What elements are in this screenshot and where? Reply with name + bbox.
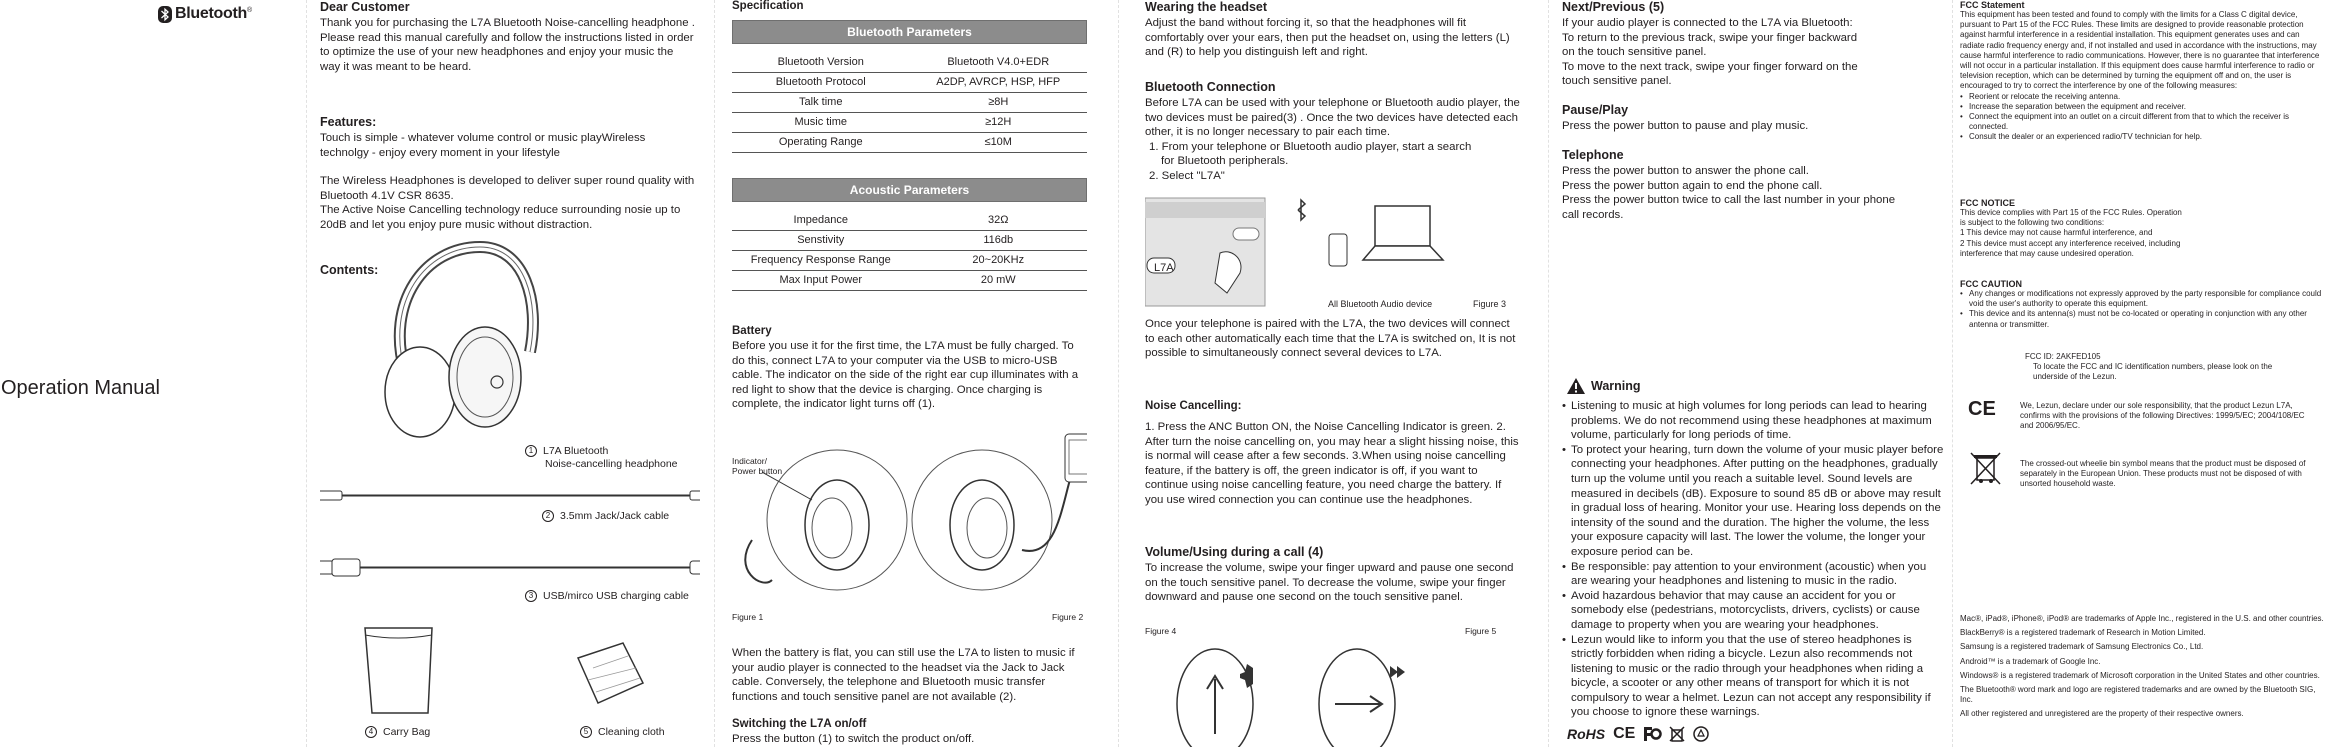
acoustic-parameters-title: Acoustic Parameters xyxy=(732,178,1087,202)
fcc-caution-list xyxy=(1960,289,2324,330)
contents-item xyxy=(542,510,669,523)
weee-bin-icon xyxy=(1669,726,1685,742)
rohs-mark: RoHS xyxy=(1567,726,1606,742)
spec-parameter: Max Input Power xyxy=(732,270,910,290)
trademark-line: The Bluetooth® word mark and logo are registered trademarks and are owned by the Bluetooth SIG, Inc. xyxy=(1960,685,2316,705)
warning-item: • Listening to music at high volumes for long periods can lead to hearing problems. We do not recommend using these headphones at maximum volume, particularly for long periods of time. xyxy=(1562,399,1944,443)
connection-step-1: 1. From your telephone or Bluetooth audio player, start a search xyxy=(1149,140,1472,153)
next-previous-heading: Next/Previous (5) xyxy=(1562,0,1665,14)
ce-declaration-text: We, Lezun, declare under our sole responsibility, that the product Lezun L7A, confirms with the provisions of the following Directives: 1999/5/EC; 2004/108/EC and 2006/95/EC. xyxy=(2020,401,2305,431)
trademark-line: All other registered and unregistered are the property of their respective owners. xyxy=(1960,709,2244,719)
spec-row xyxy=(732,230,1087,250)
device-caption: All Bluetooth Audio device xyxy=(1328,299,1433,309)
fcc-id: FCC ID: 2AKFED105 xyxy=(2025,352,2101,361)
trademark-line: Mac®, iPad®, iPhone®, iPod® are trademarks of Apple Inc., registered in the U.S. and other countries. xyxy=(1960,614,2324,623)
spec-row xyxy=(732,52,1087,72)
pause-play-text: Press the power button to pause and play music. xyxy=(1562,120,1809,132)
item-label: L7A Bluetooth xyxy=(543,445,609,457)
spec-value: 116db xyxy=(910,230,1088,250)
intro-panel xyxy=(320,0,700,747)
usb-cable-illustration xyxy=(320,556,700,580)
item-label: 3.5mm Jack/Jack cable xyxy=(560,510,670,522)
indicator-label-line2: Power button xyxy=(732,466,783,476)
usage-panel xyxy=(1145,0,1525,747)
touch-panel-illustration xyxy=(1175,634,1505,747)
fcc-notice-line: 1 This device may not cause harmful interference, and xyxy=(1960,228,2153,238)
warning-heading: Warning xyxy=(1591,379,1641,393)
features-text-2: The Wireless Headphones is developed to deliver super round quality with Bluetooth 4.1V CSR 8635. xyxy=(320,175,695,202)
spec-row xyxy=(732,270,1087,290)
volume-heading: Volume/Using during a call (4) xyxy=(1145,545,1324,559)
fcc-caution-heading: FCC CAUTION xyxy=(1960,279,2022,289)
telephone-line-3: Press the power button twice to call the last number in your phone xyxy=(1562,194,1896,207)
flat-battery-text: When the battery is flat, you can still use the L7A to listen to music if your audio player is connected to the headset via the Jack to Jack cable. Conversely, the telephone and Bluetooth music transfer functions and touch sensitive panel are not available (2). xyxy=(732,647,1075,703)
bluetooth-connection-text: Before L7A can be used with your telephone or Bluetooth audio player, the two devices must be paired(3) . Once the two devices have detected each other, it is no longer necessary to pair each time. xyxy=(1145,97,1520,139)
screen-device-label: L7A xyxy=(1154,262,1174,274)
recycle-icon xyxy=(1693,726,1709,742)
item-number: 5 xyxy=(580,726,592,738)
spec-parameter: Talk time xyxy=(732,92,910,112)
wearing-heading: Wearing the headset xyxy=(1145,0,1268,14)
volume-text: To increase the volume, swipe your finger upward and pause one second on the touch sensitive panel. To decrease the volume, swipe your finger downward and pause one second on the touch sensitive panel. xyxy=(1145,562,1514,604)
contents-heading: Contents: xyxy=(320,263,379,277)
contents-item xyxy=(525,590,689,603)
trademarks xyxy=(1960,614,2324,720)
next-previous-line-3: on the touch sensitive panel. xyxy=(1562,46,1707,59)
spec-row xyxy=(732,210,1087,230)
spec-value: 20 mW xyxy=(910,270,1088,290)
warning-item: • Lezun would like to inform you that the use of stereo headphones is strictly forbidden when riding a bicycle. Lezun also recommends not listening to music or the radio through your headphones when riding a bicycle, a scooter or any other means of transport for which it is not compulsory to wear a helmet. Lezun can not accept any responsibility if you choose to ignore these warnings. xyxy=(1562,633,1944,721)
spec-value: ≤10M xyxy=(910,132,1088,152)
manual-title: Operation Manual xyxy=(1,377,160,399)
cover-panel xyxy=(0,0,305,747)
telephone-line-4: call records. xyxy=(1562,208,1624,221)
next-previous-line-5: touch sensitive panel. xyxy=(1562,75,1672,88)
battery-text: Before you use it for the first time, the L7A must be fully charged. To do this, connect L7A to your computer via the USB to micro-USB cable. The indicator on the side of the right ear cup illuminates with a red light to show that the device is charging. Once charging is complete, the indicator light turns off (1). xyxy=(732,340,1079,411)
telephone-heading: Telephone xyxy=(1562,148,1624,162)
fcc-id-note: underside of the Lezun. xyxy=(2033,372,2117,382)
spec-row xyxy=(732,250,1087,270)
spec-value: 20~20KHz xyxy=(910,250,1088,270)
fcc-measure: • Connect the equipment into an outlet on a circuit different from that to which the receiver is connected. xyxy=(1960,112,2324,132)
trademark-line: BlackBerry® is a registered trademark of Research in Motion Limited. xyxy=(1960,628,2206,638)
connection-step-2: 2. Select "L7A" xyxy=(1149,169,1225,182)
warning-title xyxy=(1567,378,1641,394)
telephone-line-2: Press the power button again to end the phone call. xyxy=(1562,179,1823,192)
compliance-marks xyxy=(1567,725,1709,743)
switching-text: Press the button (1) to switch the product on/off. xyxy=(732,733,975,745)
connection-step-1b: for Bluetooth peripherals. xyxy=(1161,155,1289,168)
controls-panel xyxy=(1562,0,1947,747)
wearing-text: Adjust the band without forcing it, so that the headphones will fit comfortably over your ears, then put the headset on, using the letters (L) and (R) to help you distinguish left and right. xyxy=(1145,17,1510,59)
weee-text: The crossed-out wheelie bin symbol means that the product must be disposed of separately in the European Union. These products must not be disposed of with unsorted household waste. xyxy=(2020,459,2306,489)
fcc-measure: • Reorient or relocate the receiving antenna. xyxy=(1960,92,2324,102)
figure-1-caption: Figure 1 xyxy=(732,612,764,622)
fcc-notice-line: is subject to the following two conditions: xyxy=(1960,218,2105,228)
fcc-measures-list xyxy=(1960,92,2324,143)
acoustic-parameters-table xyxy=(732,178,1087,291)
bluetooth-parameters-title: Bluetooth Parameters xyxy=(732,20,1087,44)
cleaning-cloth-illustration xyxy=(568,638,648,708)
warning-item: • Be responsible: pay attention to your environment (acoustic) when you are wearing your headphones and listening to music in the radio. xyxy=(1562,560,1944,589)
fcc-caution-item: • Any changes or modifications not expressly approved by the party responsible for compliance could void the user's authority to operate this equipment. xyxy=(1960,289,2324,309)
fold-line xyxy=(1548,0,1549,747)
features-heading: Features: xyxy=(320,115,377,129)
spec-row xyxy=(732,72,1087,92)
telephone-line-1: Press the power button to answer the phone call. xyxy=(1562,165,1809,177)
fcc-statement-heading: FCC Statement xyxy=(1960,0,2025,10)
legal-panel xyxy=(1960,0,2326,747)
trademark-line: Windows® is a registered trademark of Microsoft corporation in the United States and other countries. xyxy=(1960,670,2320,680)
contents-item xyxy=(365,726,430,739)
spec-parameter: Music time xyxy=(732,112,910,132)
ce-logo: CE xyxy=(1968,398,1996,420)
bluetooth-parameters-table xyxy=(732,20,1087,153)
next-previous-line-2: To return to the previous track, swipe your finger backward xyxy=(1562,31,1858,44)
spec-panel xyxy=(732,0,1087,747)
battery-heading: Battery xyxy=(732,325,772,337)
spec-value: 32Ω xyxy=(910,210,1088,230)
ce-mark: CE xyxy=(1613,725,1636,742)
fcc-measure: • Consult the dealer or an experienced radio/TV technician for help. xyxy=(1960,132,2324,142)
fcc-logo-icon xyxy=(1643,726,1661,742)
item-label-line2: Noise-cancelling headphone xyxy=(545,458,678,470)
warning-item: • To protect your hearing, turn down the volume of your music player before connecting your headphones. After putting on the headphones, gradually turn up the volume until you reach a suitable level. Sound levels are measured in decibels (dB). Exposure to sound 85 dB or above may result in gradual loss of hearing. Monitor your use. Hearing loss depends on the intensity of the sound and the duration. The higher the volume, the less your exposure capacity will last. The lower the volume, the longer your exposure period can be. xyxy=(1562,443,1944,560)
noise-cancelling-heading: Noise Cancelling: xyxy=(1145,400,1242,412)
brand-wordmark: Bluetooth xyxy=(175,5,247,22)
next-previous-line-1: If your audio player is connected to the L7A via Bluetooth: xyxy=(1562,17,1853,29)
jack-cable-illustration xyxy=(320,486,700,506)
figure-2-caption: Figure 2 xyxy=(1052,612,1084,622)
figure-3-caption: Figure 3 xyxy=(1473,299,1507,309)
fcc-notice-line: interference that may cause undesired operation. xyxy=(1960,248,2134,258)
bluetooth-connection-heading: Bluetooth Connection xyxy=(1145,80,1276,94)
figure-5-caption: Figure 5 xyxy=(1465,626,1497,636)
item-label: Cleaning cloth xyxy=(598,726,665,738)
fcc-notice-line: This device complies with Part 15 of the FCC Rules. Operation xyxy=(1960,208,2182,217)
fcc-notice-heading: FCC NOTICE xyxy=(1960,198,2015,208)
spec-parameter: Senstivity xyxy=(732,230,910,250)
connection-after-text: Once your telephone is paired with the L7A, the two devices will connect to each other automatically each time that the L7A is switched on, It is not possible to simultaneously connect several devices to L7A. xyxy=(1145,318,1516,360)
spec-row xyxy=(732,92,1087,112)
contents-item xyxy=(525,445,678,471)
crossed-bin-icon xyxy=(1970,450,2002,486)
spec-parameter: Frequency Response Range xyxy=(732,250,910,270)
indicator-label-line1: Indicator/ xyxy=(732,456,767,466)
warning-triangle-icon xyxy=(1567,378,1585,394)
fold-line xyxy=(1952,0,1953,747)
warning-item: • Avoid hazardous behavior that may cause an accident for you or somebody else (pedestrians, motorcyclists, drivers, cyclists) or cause damage to property when you are wearing your headphones. xyxy=(1562,589,1944,633)
spec-parameter: Bluetooth Version xyxy=(732,52,910,72)
item-label: Carry Bag xyxy=(383,726,431,738)
figure-4-caption: Figure 4 xyxy=(1145,626,1177,636)
spec-value: ≥8H xyxy=(910,92,1088,112)
spec-parameter: Impedance xyxy=(732,210,910,230)
spec-parameter: Operating Range xyxy=(732,132,910,152)
trademark-line: Android™ is a trademark of Google Inc. xyxy=(1960,656,2101,666)
fold-line xyxy=(714,0,715,747)
spec-value: A2DP, AVRCP, HSP, HFP xyxy=(910,72,1088,92)
spec-parameter: Bluetooth Protocol xyxy=(732,72,910,92)
trademark-line: Samsung is a registered trademark of Samsung Electronics Co., Ltd. xyxy=(1960,642,2204,652)
specification-heading: Specification xyxy=(732,0,804,12)
intro-text: Thank you for purchasing the L7A Bluetooth Noise-cancelling headphone . Please read this manual carefully and follow the instructions listed in order to optimize the use of your new headphones and enjoy your music the way it was meant to be heard. xyxy=(320,17,695,73)
item-label: USB/mirco USB charging cable xyxy=(543,590,689,602)
spec-row xyxy=(732,132,1087,152)
charging-illustration xyxy=(732,440,1087,600)
item-number: 3 xyxy=(525,590,537,602)
fcc-notice-line: 2 This device must accept any interference received, including xyxy=(1960,238,2181,248)
next-previous-line-4: To move to the next track, swipe your finger forward on the xyxy=(1562,60,1858,73)
item-number: 2 xyxy=(542,510,554,522)
carry-bag-illustration xyxy=(360,623,440,718)
headphone-illustration xyxy=(365,242,535,442)
bluetooth-icon xyxy=(158,6,172,23)
fcc-id-note: To locate the FCC and IC identification numbers, please look on the xyxy=(2033,362,2273,372)
dear-customer-heading: Dear Customer xyxy=(320,0,410,14)
features-text-3: The Active Noise Cancelling technology reduce surrounding nosie up to 20dB and let you enjoy pure music without distraction. xyxy=(320,204,681,231)
fcc-statement-text: This equipment has been tested and found to comply with the limits for a Class C digital device, pursuant to Part 15 of the FCC Rules. These limits are designed to provide reasonable protection against harmful interference in a residential installation. This equipment generates uses and can radiate radio frequency energy and, if not installed and used in accordance with the instructions, may cause harmful interference to radio communications. However, there is no guarantee that interference will not occur in a particular installation. If this equipment does cause harmful interference to radio or television reception, which can be determined by turning the equipment off and on, the user is encouraged to try to correct the interference by one of the following measures: xyxy=(1960,10,2320,91)
features-text-1: Touch is simple - whatever volume control or music playWireless technolgy - enjoy every moment in your lifestyle xyxy=(320,132,646,159)
spec-value: Bluetooth V4.0+EDR xyxy=(910,52,1088,72)
item-number: 4 xyxy=(365,726,377,738)
warning-list xyxy=(1562,399,1944,720)
spec-value: ≥12H xyxy=(910,112,1088,132)
fcc-measure: • Increase the separation between the equipment and receiver. xyxy=(1960,102,2324,112)
spec-row xyxy=(732,112,1087,132)
switching-heading: Switching the L7A on/off xyxy=(732,718,867,730)
pairing-illustration xyxy=(1145,198,1520,310)
bluetooth-logo: Bluetooth ® xyxy=(158,5,252,23)
pause-play-heading: Pause/Play xyxy=(1562,103,1629,117)
item-number: 1 xyxy=(525,445,537,457)
fcc-caution-item: • This device and its antenna(s) must not be co-located or operating in conjunction with any other antenna or transmitter. xyxy=(1960,309,2324,329)
contents-item xyxy=(580,726,665,739)
noise-cancelling-text: 1. Press the ANC Button ON, the Noise Cancelling Indicator is green. 2. After turn the noise cancelling on, you may hear a slight hissing noise, this is normal will cease after a few seconds. 3.When using noise cancelling feature, if the battery is off, the green indicator is off, if you want to continue using noise cancelling feature, you need charge the battery. If you use wired connection you can continue use the headphones. xyxy=(1145,421,1519,506)
fold-line xyxy=(306,0,307,747)
fold-line xyxy=(1118,0,1119,747)
